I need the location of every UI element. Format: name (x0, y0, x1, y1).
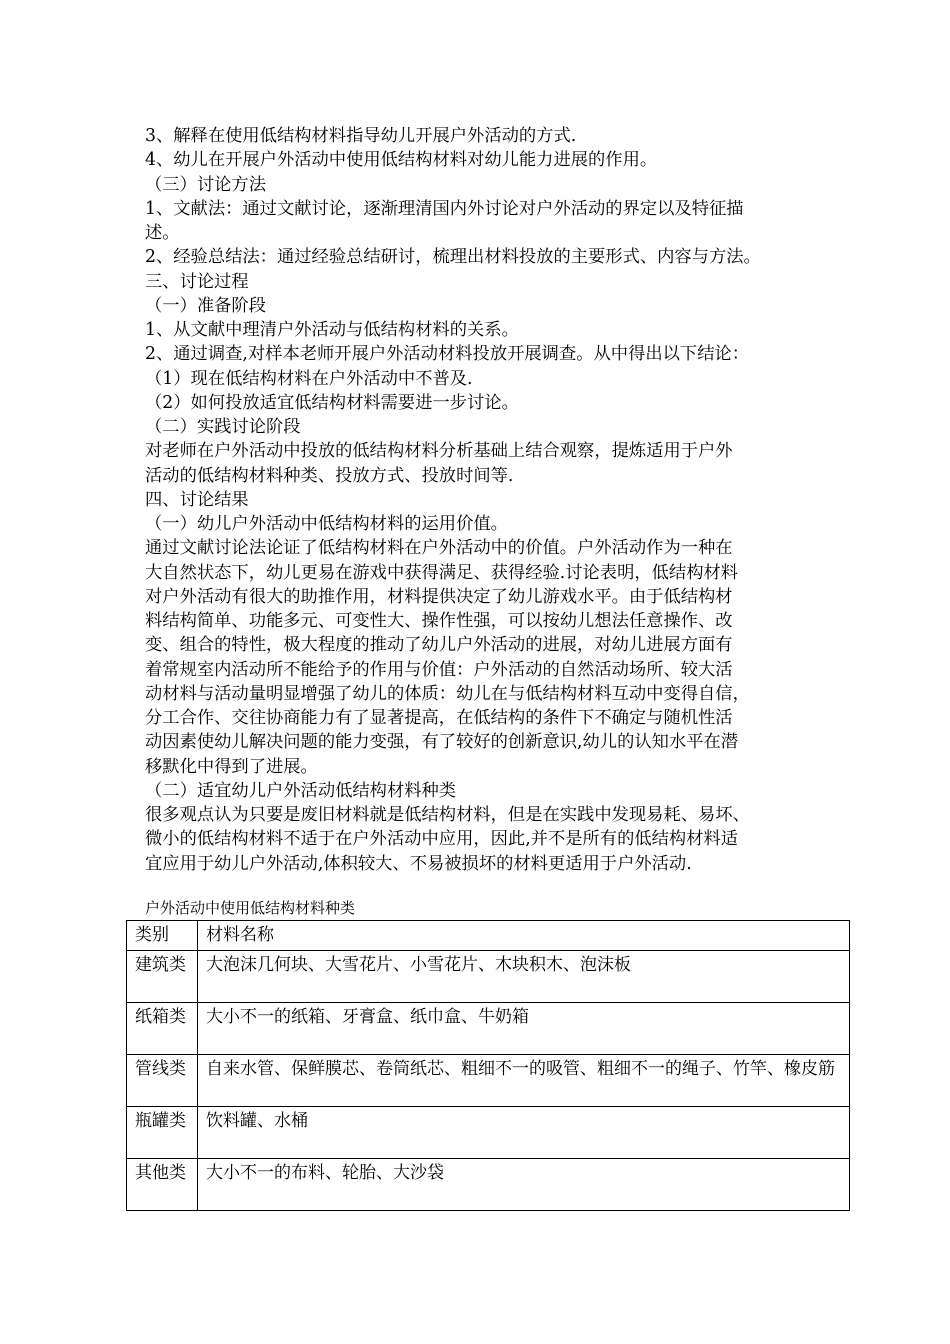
category-cell: 瓶罐类 (127, 1107, 198, 1159)
text-line: 分工合作、交往协商能力有了显著提高，在低结构的条件下不确定与随机性活 (145, 708, 733, 728)
materials-cell: 饮料罐、水桶 (198, 1107, 850, 1159)
text-line: 1、文献法：通过文献讨论，逐渐理清国内外讨论对户外活动的界定以及特征描 (145, 198, 744, 219)
section-heading: （二）实践讨论阶段 (145, 417, 301, 437)
text-line: （2）如何投放适宜低结构材料需要进一步讨论。 (145, 392, 519, 413)
section-heading: 四、讨论结果 (145, 489, 249, 510)
text-line: 活动的低结构材料种类、投放方式、投放时间等. (145, 465, 514, 486)
text-line: 2、经验总结法：通过经验总结研讨，梳理出材料投放的主要形式、内容与方法。 (145, 247, 761, 268)
section-heading: 三、讨论过程 (145, 271, 249, 292)
section-heading: （三）讨论方法 (145, 174, 266, 195)
text-line: 微小的低结构材料不适于在户外活动中应用，因此,并不是所有的低结构材料适 (145, 829, 739, 850)
category-cell: 建筑类 (127, 951, 198, 1003)
text-line: 料结构简单、功能多元、可变性大、操作性强，可以按幼儿想法任意操作、改 (145, 611, 733, 631)
header-materials: 材料名称 (198, 921, 850, 951)
table-header-row (127, 921, 850, 951)
section-heading: （一）幼儿户外活动中低结构材料的运用价值。 (145, 514, 508, 534)
text-line: 1、从文献中理清户外活动与低结构材料的关系。 (145, 320, 519, 340)
category-cell: 管线类 (127, 1055, 198, 1107)
text-line: 变、组合的特性，极大程度的推动了幼儿户外活动的进展，对幼儿进展方面有 (145, 635, 733, 656)
table-row (127, 1107, 850, 1159)
text-line: 动因素使幼儿解决问题的能力变强，有了较好的创新意识,幼儿的认知水平在潜 (145, 732, 739, 753)
text-line: 对户外活动有很大的助推作用，材料提供决定了幼儿游戏水平。由于低结构材 (145, 586, 733, 607)
text-line: 通过文献讨论法论证了低结构材料在户外活动中的价值。户外活动作为一种在 (145, 538, 733, 559)
text-line: 动材料与活动量明显增强了幼儿的体质：幼儿在与低结构材料互动中变得自信， (145, 683, 750, 704)
text-line: 4、幼儿在开展户外活动中使用低结构材料对幼儿能力进展的作用。 (145, 150, 658, 171)
text-line: 宜应用于幼儿户外活动,体积较大、不易被损坏的材料更适用于户外活动. (145, 853, 692, 874)
category-cell: 纸箱类 (127, 1003, 198, 1055)
table-row (127, 1055, 850, 1107)
text-line: 大自然状态下，幼儿更易在游戏中获得满足、获得经验.讨论表明，低结构材料 (145, 562, 739, 583)
header-category: 类别 (127, 921, 198, 951)
text-line: 3、解释在使用低结构材料指导幼儿开展户外活动的方式. (145, 126, 577, 146)
text-line: 2、通过调查,对样本老师开展户外活动材料投放开展调查。从中得出以下结论： (145, 344, 750, 365)
section-heading: （一）准备阶段 (145, 295, 266, 316)
text-line: 移默化中得到了进展。 (145, 756, 318, 777)
section-heading: （二）适宜幼儿户外活动低结构材料种类 (145, 780, 457, 801)
text-line: 述。 (145, 223, 180, 243)
materials-cell: 大小不一的纸箱、牙膏盒、纸巾盒、牛奶箱 (198, 1003, 850, 1055)
materials-cell: 大泡沫几何块、大雪花片、小雪花片、木块积木、泡沫板 (198, 951, 850, 1003)
table-caption: 户外活动中使用低结构材料种类 (145, 899, 356, 917)
table-row (127, 1003, 850, 1055)
materials-table (126, 920, 850, 1211)
table-row (127, 951, 850, 1003)
text-line: 着常规室内活动所不能给予的作用与价值：户外活动的自然活动场所、较大活 (145, 659, 733, 680)
table-row (127, 1159, 850, 1211)
text-line: （1）现在低结构材料在户外活动中不普及. (145, 368, 473, 389)
category-cell: 其他类 (127, 1159, 198, 1211)
text-line: 对老师在户外活动中投放的低结构材料分析基础上结合观察，提炼适用于户外 (145, 441, 733, 462)
text-line: 很多观点认为只要是废旧材料就是低结构材料，但是在实践中发现易耗、易坏、 (145, 805, 750, 825)
materials-cell: 大小不一的布料、轮胎、大沙袋 (198, 1159, 850, 1211)
body-text (145, 124, 825, 876)
materials-cell: 自来水管、保鲜膜芯、卷筒纸芯、粗细不一的吸管、粗细不一的绳子、竹竿、橡皮筋 (198, 1055, 850, 1107)
